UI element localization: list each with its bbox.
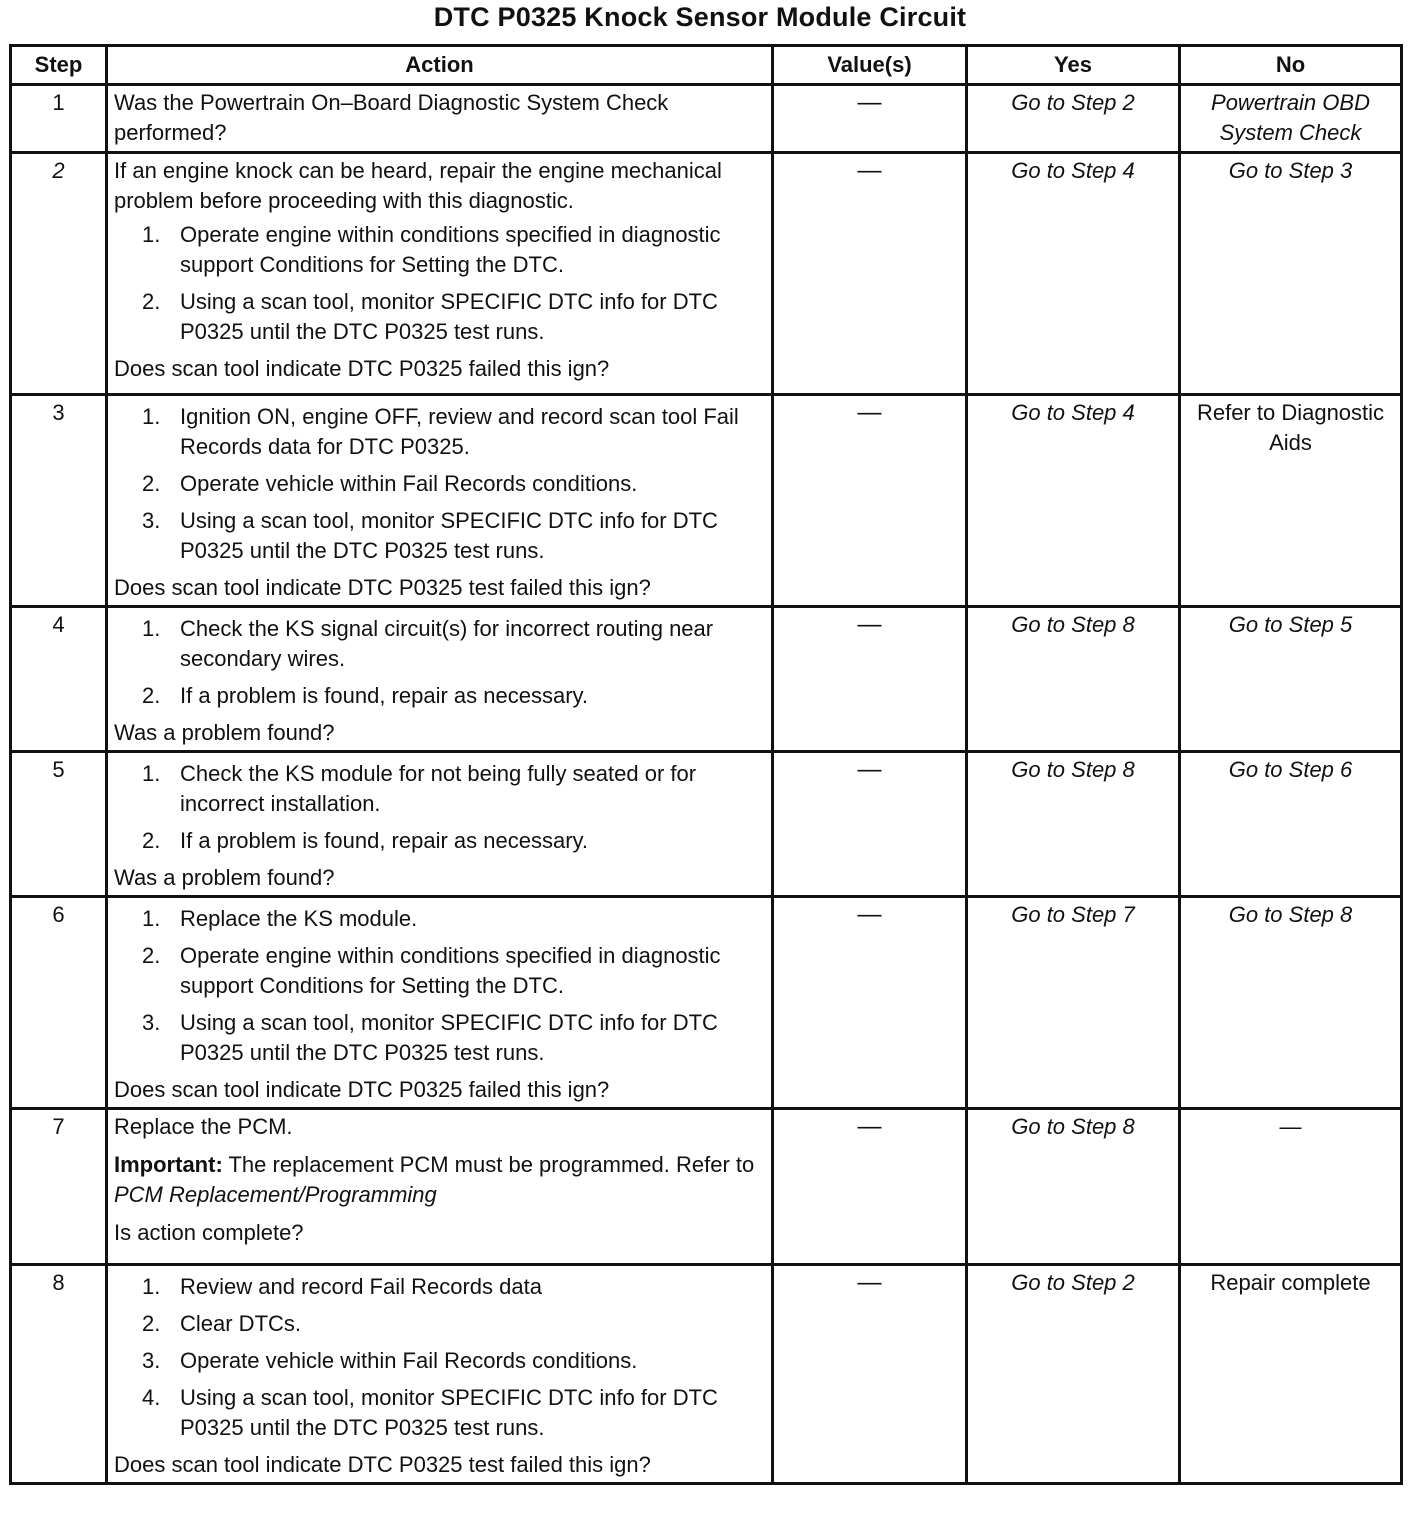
action-question: Was a problem found? — [114, 720, 335, 745]
list-item-text: Check the KS signal circuit(s) for incorrect routing near secondary wires. — [180, 616, 714, 671]
list-item-number: 1. — [142, 222, 161, 247]
list-item-text: If a problem is found, repair as necessary. — [180, 828, 589, 853]
no-cell: Go to Step 6 — [1180, 752, 1402, 897]
action-list — [114, 759, 765, 856]
value-cell: — — [773, 607, 967, 752]
yes-cell: Go to Step 8 — [967, 607, 1180, 752]
list-item-number: 2. — [142, 828, 161, 853]
step-number: 6 — [11, 897, 107, 1109]
list-item-text: Replace the KS module. — [180, 906, 418, 931]
action-list — [114, 1272, 765, 1443]
list-item-number: 1. — [142, 761, 161, 786]
list-item — [114, 941, 765, 1001]
action-cell — [107, 153, 773, 395]
action-cell — [107, 1109, 773, 1265]
important-text: The replacement PCM must be programmed. Refer to — [228, 1152, 755, 1177]
list-item — [114, 1272, 765, 1302]
list-item-number: 1. — [142, 906, 161, 931]
yes-cell: Go to Step 8 — [967, 1109, 1180, 1265]
list-item — [114, 1383, 765, 1443]
important-note — [114, 1150, 765, 1210]
list-item-text: Operate engine within conditions specified in diagnostic support Conditions for Setting the DTC. — [180, 222, 721, 277]
diagnostic-table — [9, 44, 1403, 1485]
header-values: Value(s) — [773, 46, 967, 85]
list-item — [114, 287, 765, 347]
table-header-row — [11, 46, 1402, 85]
step-number: 5 — [11, 752, 107, 897]
step-number: 2 — [11, 153, 107, 395]
table-row — [11, 897, 1402, 1109]
value-cell: — — [773, 897, 967, 1109]
list-item — [114, 469, 765, 499]
value-cell: — — [773, 85, 967, 153]
action-list — [114, 220, 765, 347]
page-title: DTC P0325 Knock Sensor Module Circuit — [433, 2, 967, 32]
list-item — [114, 614, 765, 674]
step-number: 3 — [11, 395, 107, 607]
header-action: Action — [107, 46, 773, 85]
table-row — [11, 1109, 1402, 1265]
list-item-text: Operate engine within conditions specified in diagnostic support Conditions for Setting the DTC. — [180, 943, 721, 998]
table-row — [11, 85, 1402, 153]
list-item-text: Check the KS module for not being fully seated or for incorrect installation. — [180, 761, 697, 816]
yes-cell: Go to Step 7 — [967, 897, 1180, 1109]
list-item — [114, 1346, 765, 1376]
no-cell: Powertrain OBD System Check — [1180, 85, 1402, 153]
action-text: Was the Powertrain On–Board Diagnostic System Check performed? — [114, 90, 669, 145]
action-list — [114, 614, 765, 711]
action-question: Does scan tool indicate DTC P0325 failed this ign? — [114, 1077, 610, 1102]
list-item-number: 1. — [142, 1274, 161, 1299]
table-row — [11, 607, 1402, 752]
list-item-text: Using a scan tool, monitor SPECIFIC DTC info for DTC P0325 until the DTC P0325 test runs. — [180, 289, 718, 344]
value-cell: — — [773, 153, 967, 395]
step-number: 4 — [11, 607, 107, 752]
header-step: Step — [11, 46, 107, 85]
list-item-number: 1. — [142, 616, 161, 641]
list-item-number: 3. — [142, 1010, 161, 1035]
action-cell — [107, 607, 773, 752]
list-item-number: 3. — [142, 1348, 161, 1373]
step-number: 1 — [11, 85, 107, 153]
list-item-number: 4. — [142, 1385, 161, 1410]
no-cell: — — [1180, 1109, 1402, 1265]
action-cell — [107, 752, 773, 897]
list-item — [114, 220, 765, 280]
yes-cell: Go to Step 4 — [967, 395, 1180, 607]
no-cell: Go to Step 8 — [1180, 897, 1402, 1109]
action-list — [114, 904, 765, 1068]
list-item-text: Review and record Fail Records data — [180, 1274, 542, 1299]
list-item-text: Operate vehicle within Fail Records conditions. — [180, 471, 638, 496]
no-cell: Repair complete — [1180, 1265, 1402, 1484]
list-item-number: 2. — [142, 683, 161, 708]
list-item-text: Ignition ON, engine OFF, review and record scan tool Fail Records data for DTC P0325. — [180, 404, 739, 459]
value-cell: — — [773, 1265, 967, 1484]
yes-cell: Go to Step 8 — [967, 752, 1180, 897]
list-item-number: 2. — [142, 1311, 161, 1336]
list-item — [114, 759, 765, 819]
list-item — [114, 402, 765, 462]
table-row — [11, 153, 1402, 395]
value-cell: — — [773, 1109, 967, 1265]
action-question: Does scan tool indicate DTC P0325 failed this ign? — [114, 356, 610, 381]
step-number: 7 — [11, 1109, 107, 1265]
table-row — [11, 1265, 1402, 1484]
header-no: No — [1180, 46, 1402, 85]
table-row — [11, 752, 1402, 897]
no-cell: Go to Step 5 — [1180, 607, 1402, 752]
list-item — [114, 1008, 765, 1068]
yes-cell: Go to Step 4 — [967, 153, 1180, 395]
table-row — [11, 395, 1402, 607]
yes-cell: Go to Step 2 — [967, 1265, 1180, 1484]
action-question: Does scan tool indicate DTC P0325 test failed this ign? — [114, 575, 651, 600]
action-list — [114, 402, 765, 566]
list-item — [114, 826, 765, 856]
list-item — [114, 506, 765, 566]
list-item-number: 2. — [142, 943, 161, 968]
value-cell: — — [773, 395, 967, 607]
important-label: Important: — [114, 1152, 223, 1177]
list-item — [114, 1309, 765, 1339]
list-item — [114, 904, 765, 934]
list-item-number: 2. — [142, 471, 161, 496]
important-reference: PCM Replacement/Programming — [114, 1182, 437, 1207]
no-cell: Refer to Diagnostic Aids — [1180, 395, 1402, 607]
header-yes: Yes — [967, 46, 1180, 85]
action-question: Was a problem found? — [114, 865, 335, 890]
list-item — [114, 681, 765, 711]
list-item-text: Clear DTCs. — [180, 1311, 302, 1336]
action-cell — [107, 395, 773, 607]
list-item-text: Using a scan tool, monitor SPECIFIC DTC info for DTC P0325 until the DTC P0325 test runs. — [180, 1385, 718, 1440]
action-text: If an engine knock can be heard, repair the engine mechanical problem before proceeding with this diagnostic. — [114, 158, 722, 213]
value-cell: — — [773, 752, 967, 897]
list-item-text: Operate vehicle within Fail Records conditions. — [180, 1348, 638, 1373]
list-item-text: Using a scan tool, monitor SPECIFIC DTC info for DTC P0325 until the DTC P0325 test runs. — [180, 508, 718, 563]
action-cell — [107, 1265, 773, 1484]
action-cell — [107, 897, 773, 1109]
yes-cell: Go to Step 2 — [967, 85, 1180, 153]
action-question: Does scan tool indicate DTC P0325 test failed this ign? — [114, 1452, 651, 1477]
list-item-number: 2. — [142, 289, 161, 314]
list-item-number: 3. — [142, 508, 161, 533]
action-text: Replace the PCM. — [114, 1114, 293, 1139]
action-cell — [107, 85, 773, 153]
step-number: 8 — [11, 1265, 107, 1484]
no-cell: Go to Step 3 — [1180, 153, 1402, 395]
action-question: Is action complete? — [114, 1220, 304, 1245]
list-item-text: If a problem is found, repair as necessary. — [180, 683, 589, 708]
list-item-number: 1. — [142, 404, 161, 429]
list-item-text: Using a scan tool, monitor SPECIFIC DTC info for DTC P0325 until the DTC P0325 test runs. — [180, 1010, 718, 1065]
